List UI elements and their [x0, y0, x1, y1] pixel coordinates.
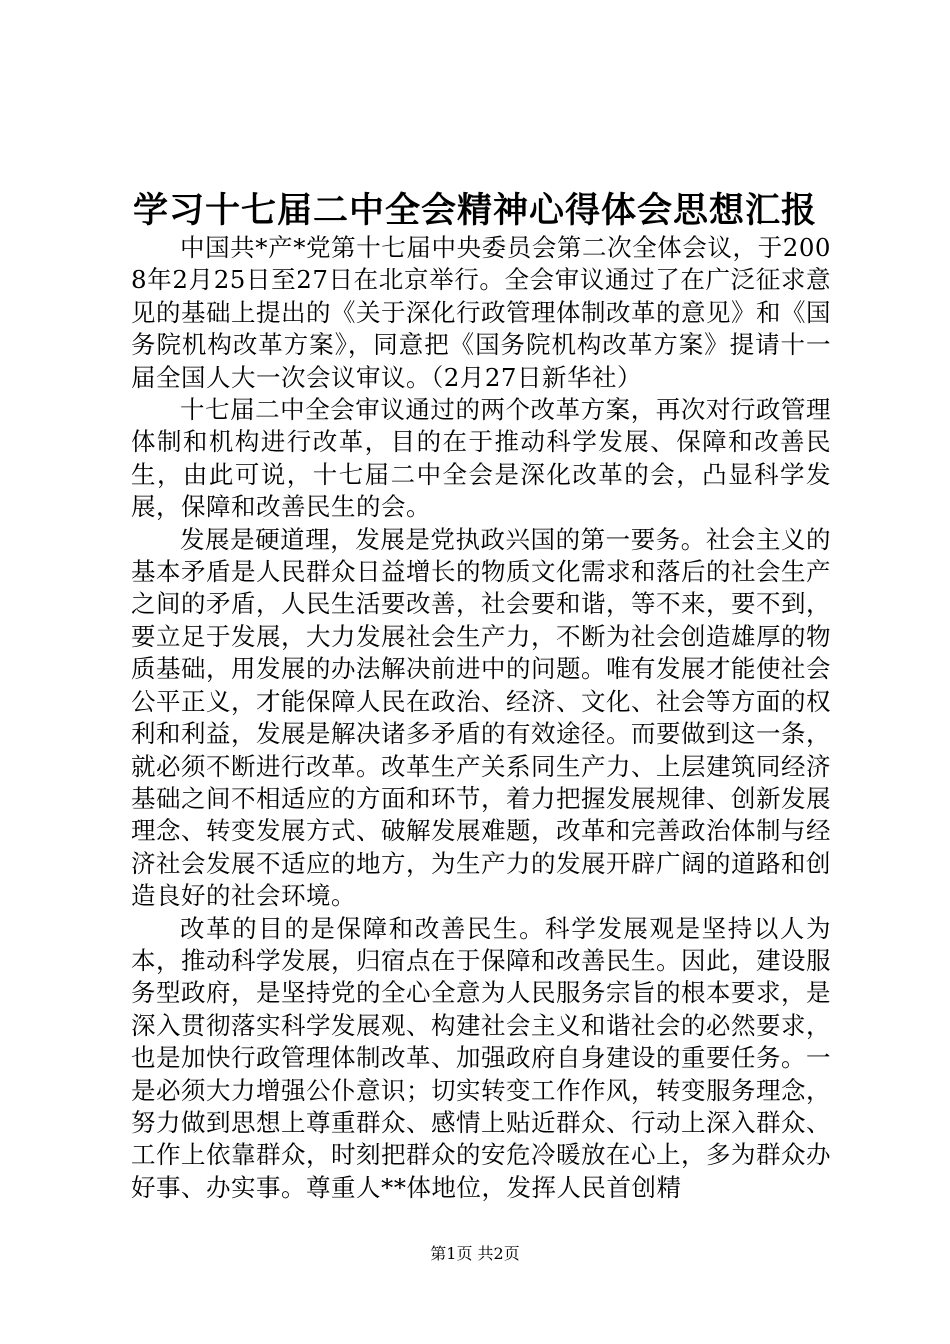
- paragraph-1: 中国共*产*党第十七届中央委员会第二次全体会议，于2008年2月25日至27日在北京举行。全会审议通过了在广泛征求意见的基础上提出的《关于深化行政管理体制改革的意见》和《国务院机构改革方案》，同意把《国务院机构改革方案》提请十一届全国人大一次会议审议。（2月27日新华社）: [131, 233, 831, 392]
- document-body: [131, 232, 831, 1204]
- page-footer: 第1页 共2页: [430, 1244, 520, 1263]
- document-title: 学习十七届二中全会精神心得体会思想汇报: [132, 191, 817, 231]
- paragraph-4: 改革的目的是保障和改善民生。科学发展观是坚持以人为本，推动科学发展，归宿点在于保障和改善民生。因此，建设服务型政府，是坚持党的全心全意为人民服务宗旨的根本要求，是深入贯彻落实科学发展观、构建社会主义和谐社会的必然要求，也是加快行政管理体制改革、加强政府自身建设的重要任务。一是必须大力增强公仆意识；切实转变工作作风，转变服务理念，努力做到思想上尊重群众、感情上贴近群众、行动上深入群众、工作上依靠群众，时刻把群众的安危冷暖放在心上，多为群众办好事、办实事。尊重人**体地位，发挥人民首创精: [131, 913, 831, 1202]
- paragraph-2: 十七届二中全会审议通过的两个改革方案，再次对行政管理体制和机构进行改革，目的在于推动科学发展、保障和改善民生，由此可说，十七届二中全会是深化改革的会，凸显科学发展，保障和改善民生的会。: [131, 395, 831, 522]
- paragraph-3: 发展是硬道理，发展是党执政兴国的第一要务。社会主义的基本矛盾是人民群众日益增长的物质文化需求和落后的社会生产之间的矛盾，人民生活要改善，社会要和谐，等不来，要不到，要立足于发展，大力发展社会生产力，不断为社会创造雄厚的物质基础，用发展的办法解决前进中的问题。唯有发展才能使社会公平正义，才能保障人民在政治、经济、文化、社会等方面的权利和利益，发展是解决诸多矛盾的有效途径。而要做到这一条，就必须不断进行改革。改革生产关系同生产力、上层建筑同经济基础之间不相适应的方面和环节，着力把握发展规律、创新发展理念、转变发展方式、破解发展难题，改革和完善政治体制与经济社会发展不适应的地方，为生产力的发展开辟广阔的道路和创造良好的社会环境。: [131, 524, 831, 911]
